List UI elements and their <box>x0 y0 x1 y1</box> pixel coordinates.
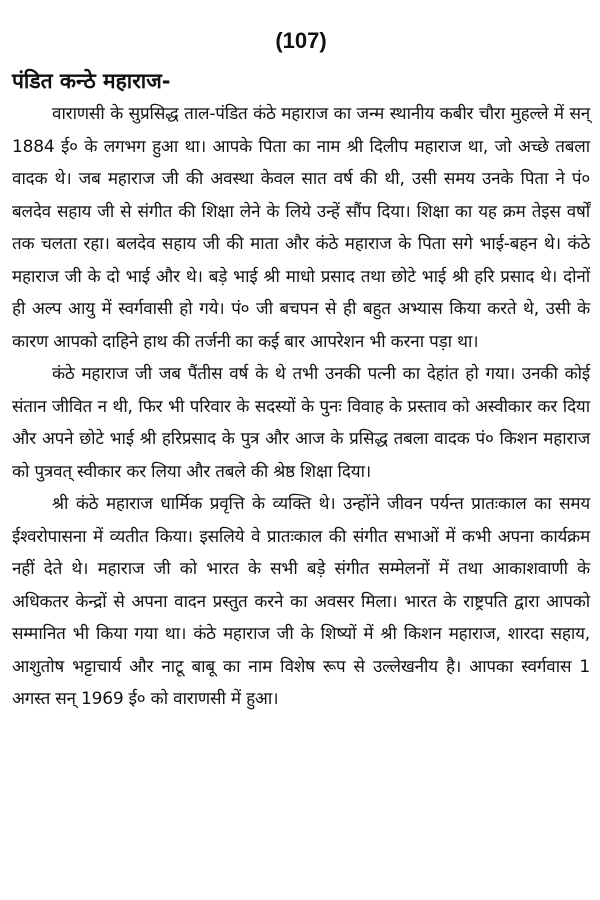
paragraph-biography: वाराणसी के सुप्रसिद्ध ताल-पंडित कंठे महाराज का जन्म स्थानीय कबीर चौरा मुहल्ले में सन् 1884 ई० के लगभग हुआ था। आपके पिता का नाम श्री दिलीप महाराज था, जो अच्छे तबला वादक थे। जब महाराज जी की अवस्था केवल सात वर्ष की थी, उसी समय उनके पिता ने पं० बलदेव सहाय जी से संगीत की शिक्षा लेने के लिये उन्हें सौंप दिया। शिक्षा का यह क्रम तेइस वर्षों तक चलता रहा। बलदेव सहाय जी की माता और कंठे महाराज के पिता सगे भाई-बहन थे। कंठे महाराज जी के दो भाई और थे। बड़े भाई श्री माधो प्रसाद तथा छोटे भाई श्री हरि प्रसाद थे। दोनों ही अल्प आयु में स्वर्गवासी हो गये। पं० जी बचपन से ही बहुत अभ्यास किया करते थे, उसी के कारण आपको दाहिने हाथ की तर्जनी का कई बार आपरेशन भी करना पड़ा था। <box>12 104 590 352</box>
paragraph-family: कंठे महाराज जी जब पैंतीस वर्ष के थे तभी उनकी पत्नी का देहांत हो गया। उनकी कोई संतान जीवित न थी, फिर भी परिवार के सदस्यों के पुनः विवाह के प्रस्ताव को अस्वीकार कर दिया और अपने छोटे भाई श्री हरिप्रसाद के पुत्र और आज के प्रसिद्ध तबला वादक पं० किशन महाराज को पुत्रवत् स्वीकार कर लिया और तबले की श्रेष्ठ शिक्षा दिया। <box>12 364 590 482</box>
paragraph-career: श्री कंठे महाराज धार्मिक प्रवृत्ति के व्यक्ति थे। उन्होंने जीवन पर्यन्त प्रातःकाल का समय ईश्वरोपासना में व्यतीत किया। इसलिये वे प्रातःकाल की संगीत सभाओं में कभी अपना कार्यक्रम नहीं देते थे। महाराज जी को भारत के सभी बड़े संगीत सम्मेलनों में तथा आकाशवाणी के अधिकतर केन्द्रों से अपना वादन प्रस्तुत करने का अवसर मिला। भारत के राष्ट्रपति द्वारा आपको सम्मानित भी किया गया था। कंठे महाराज जी के शिष्यों में श्री किशन महाराज, शारदा सहाय, आशुतोष भट्टाचार्य और नाटू बाबू का नाम विशेष रूप से उल्लेखनीय है। आपका स्वर्गवास 1 अगस्त सन् 1969 ई० को वाराणसी में हुआ। <box>12 494 590 709</box>
section-title: पंडित कन्ठे महाराज- <box>12 69 171 93</box>
page-number: (107) <box>275 28 327 53</box>
